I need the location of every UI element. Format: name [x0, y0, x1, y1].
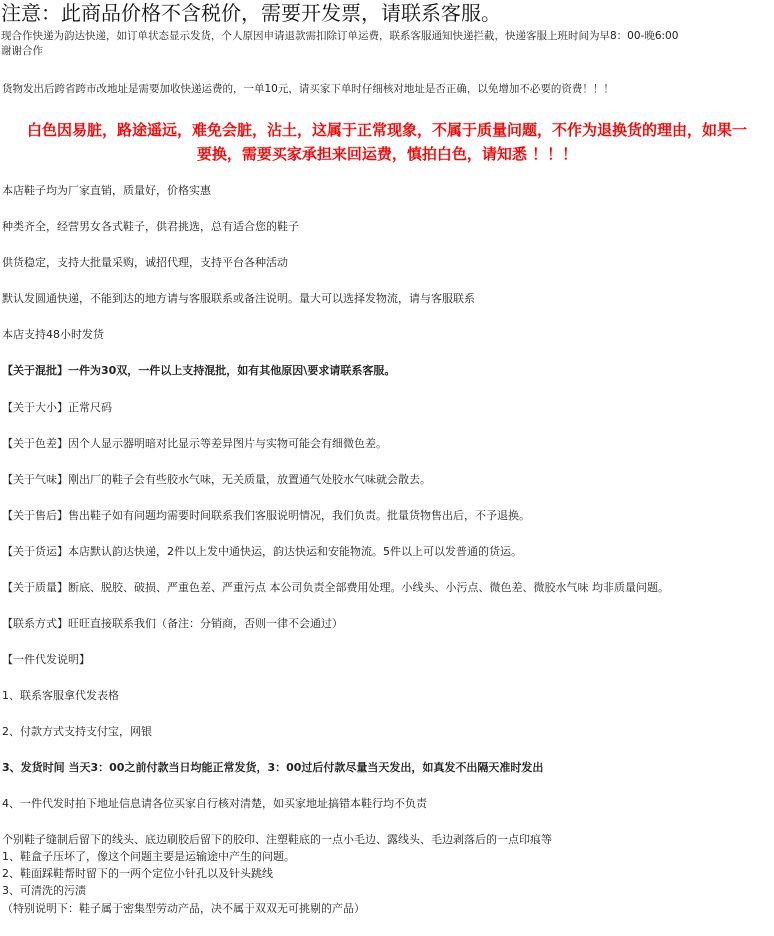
defects-note: （特别说明下：鞋子属于密集型劳动产品，决不属于双双无可挑剔的产品） — [2, 902, 365, 915]
defects-intro: 个别鞋子缝制后留下的线头、底边刷胶后留下的胶印、注塑鞋底的一点小毛边、露线头、毛边剥落后的一点印痕等 — [2, 833, 552, 846]
defects-item-3: 3、可清洗的污渍 — [2, 884, 86, 897]
remote-address-notice: 货物发出后跨省跨市改地址是需要加收快递运费的，一单10元，请买家下单时仔细核对地址是否正确，以免增加不必要的资费！！！ — [2, 83, 614, 95]
page-title: 注意：此商品价格不含税价，需要开发票，请联系客服。 — [1, 1, 501, 25]
section-contact: 【联系方式】旺旺直接联系我们（备注：分销商，否则一律不会通过） — [2, 617, 343, 630]
warning-line-2: 要换，需要买家承担来回运费，慎拍白色，请知悉 ！！！ — [196, 145, 578, 163]
section-shipping: 【关于货运】本店默认韵达快递，2件以上发中通快运，韵达快运和安能物流。5件以上可以发普通的货运。 — [2, 545, 522, 558]
store-line-direct-sale: 本店鞋子均为厂家直销，质量好，价格实惠 — [2, 184, 211, 197]
section-mixed-batch: 【关于混批】一件为30双，一件以上支持混批，如有其他原因\要求请联系客服。 — [2, 364, 396, 377]
section-size: 【关于大小】正常尺码 — [2, 401, 112, 414]
dropship-step-1: 1、联系客服拿代发表格 — [2, 689, 119, 702]
section-smell: 【关于气味】刚出厂的鞋子会有些胶水气味，无关质量，放置通气处胶水气味就会散去。 — [2, 473, 431, 486]
intro-line-1: 现合作快递为韵达快递，如订单状态显示发货，个人原因申请退款需扣除订单运费，联系客服通知快递拦截，快递客服上班时间为早8：00-晚6:00 — [1, 30, 679, 42]
section-aftersale: 【关于售后】售出鞋子如有问题均需要时间联系我们客服说明情况，我们负责。批量货物售出后，不予退换。 — [2, 509, 530, 522]
white-color-warning — [0, 118, 774, 166]
section-dropship-heading: 【一件代发说明】 — [2, 653, 90, 666]
dropship-step-2: 2、付款方式支持支付宝，网银 — [2, 725, 152, 738]
section-quality: 【关于质量】断底、脱胶、破损、严重色差、严重污点 本公司负责全部费用处理。小线头、小污点、微色差、微胶水气味 均非质量问题。 — [2, 581, 669, 594]
intro-paragraph — [1, 29, 772, 59]
store-line-48h-shipping: 本店支持48小时发货 — [2, 328, 104, 341]
store-line-supply: 供货稳定，支持大批量采购，诚招代理，支持平台各种活动 — [2, 256, 288, 269]
section-color-difference: 【关于色差】因个人显示器明暗对比显示等差异图片与实物可能会有细微色差。 — [2, 437, 387, 450]
store-line-default-courier: 默认发圆通快递，不能到达的地方请与客服联系或备注说明。量大可以选择发物流，请与客服联系 — [2, 292, 475, 305]
store-line-variety: 种类齐全，经营男女各式鞋子，供君挑选，总有适合您的鞋子 — [2, 220, 299, 233]
defects-item-2: 2、鞋面踩鞋帮时留下的一两个定位小针孔以及针头跳线 — [2, 867, 273, 880]
intro-line-2: 谢谢合作 — [1, 45, 43, 57]
dropship-step-3: 3、发货时间 当天3：00之前付款当日均能正常发货，3：00过后付款尽量当天发出，如真发不出隔天准时发出 — [2, 761, 544, 774]
dropship-step-4: 4、一件代发时拍下地址信息请各位买家自行核对清楚，如买家地址搞错本鞋行均不负责 — [2, 797, 427, 810]
defects-item-1: 1、鞋盒子压坏了，像这个问题主要是运输途中产生的问题。 — [2, 850, 295, 863]
warning-line-1: 白色因易脏，路途遥远，难免会脏，沾土，这属于正常现象，不属于质量问题，不作为退换货的理由，如果一 — [26, 121, 747, 139]
